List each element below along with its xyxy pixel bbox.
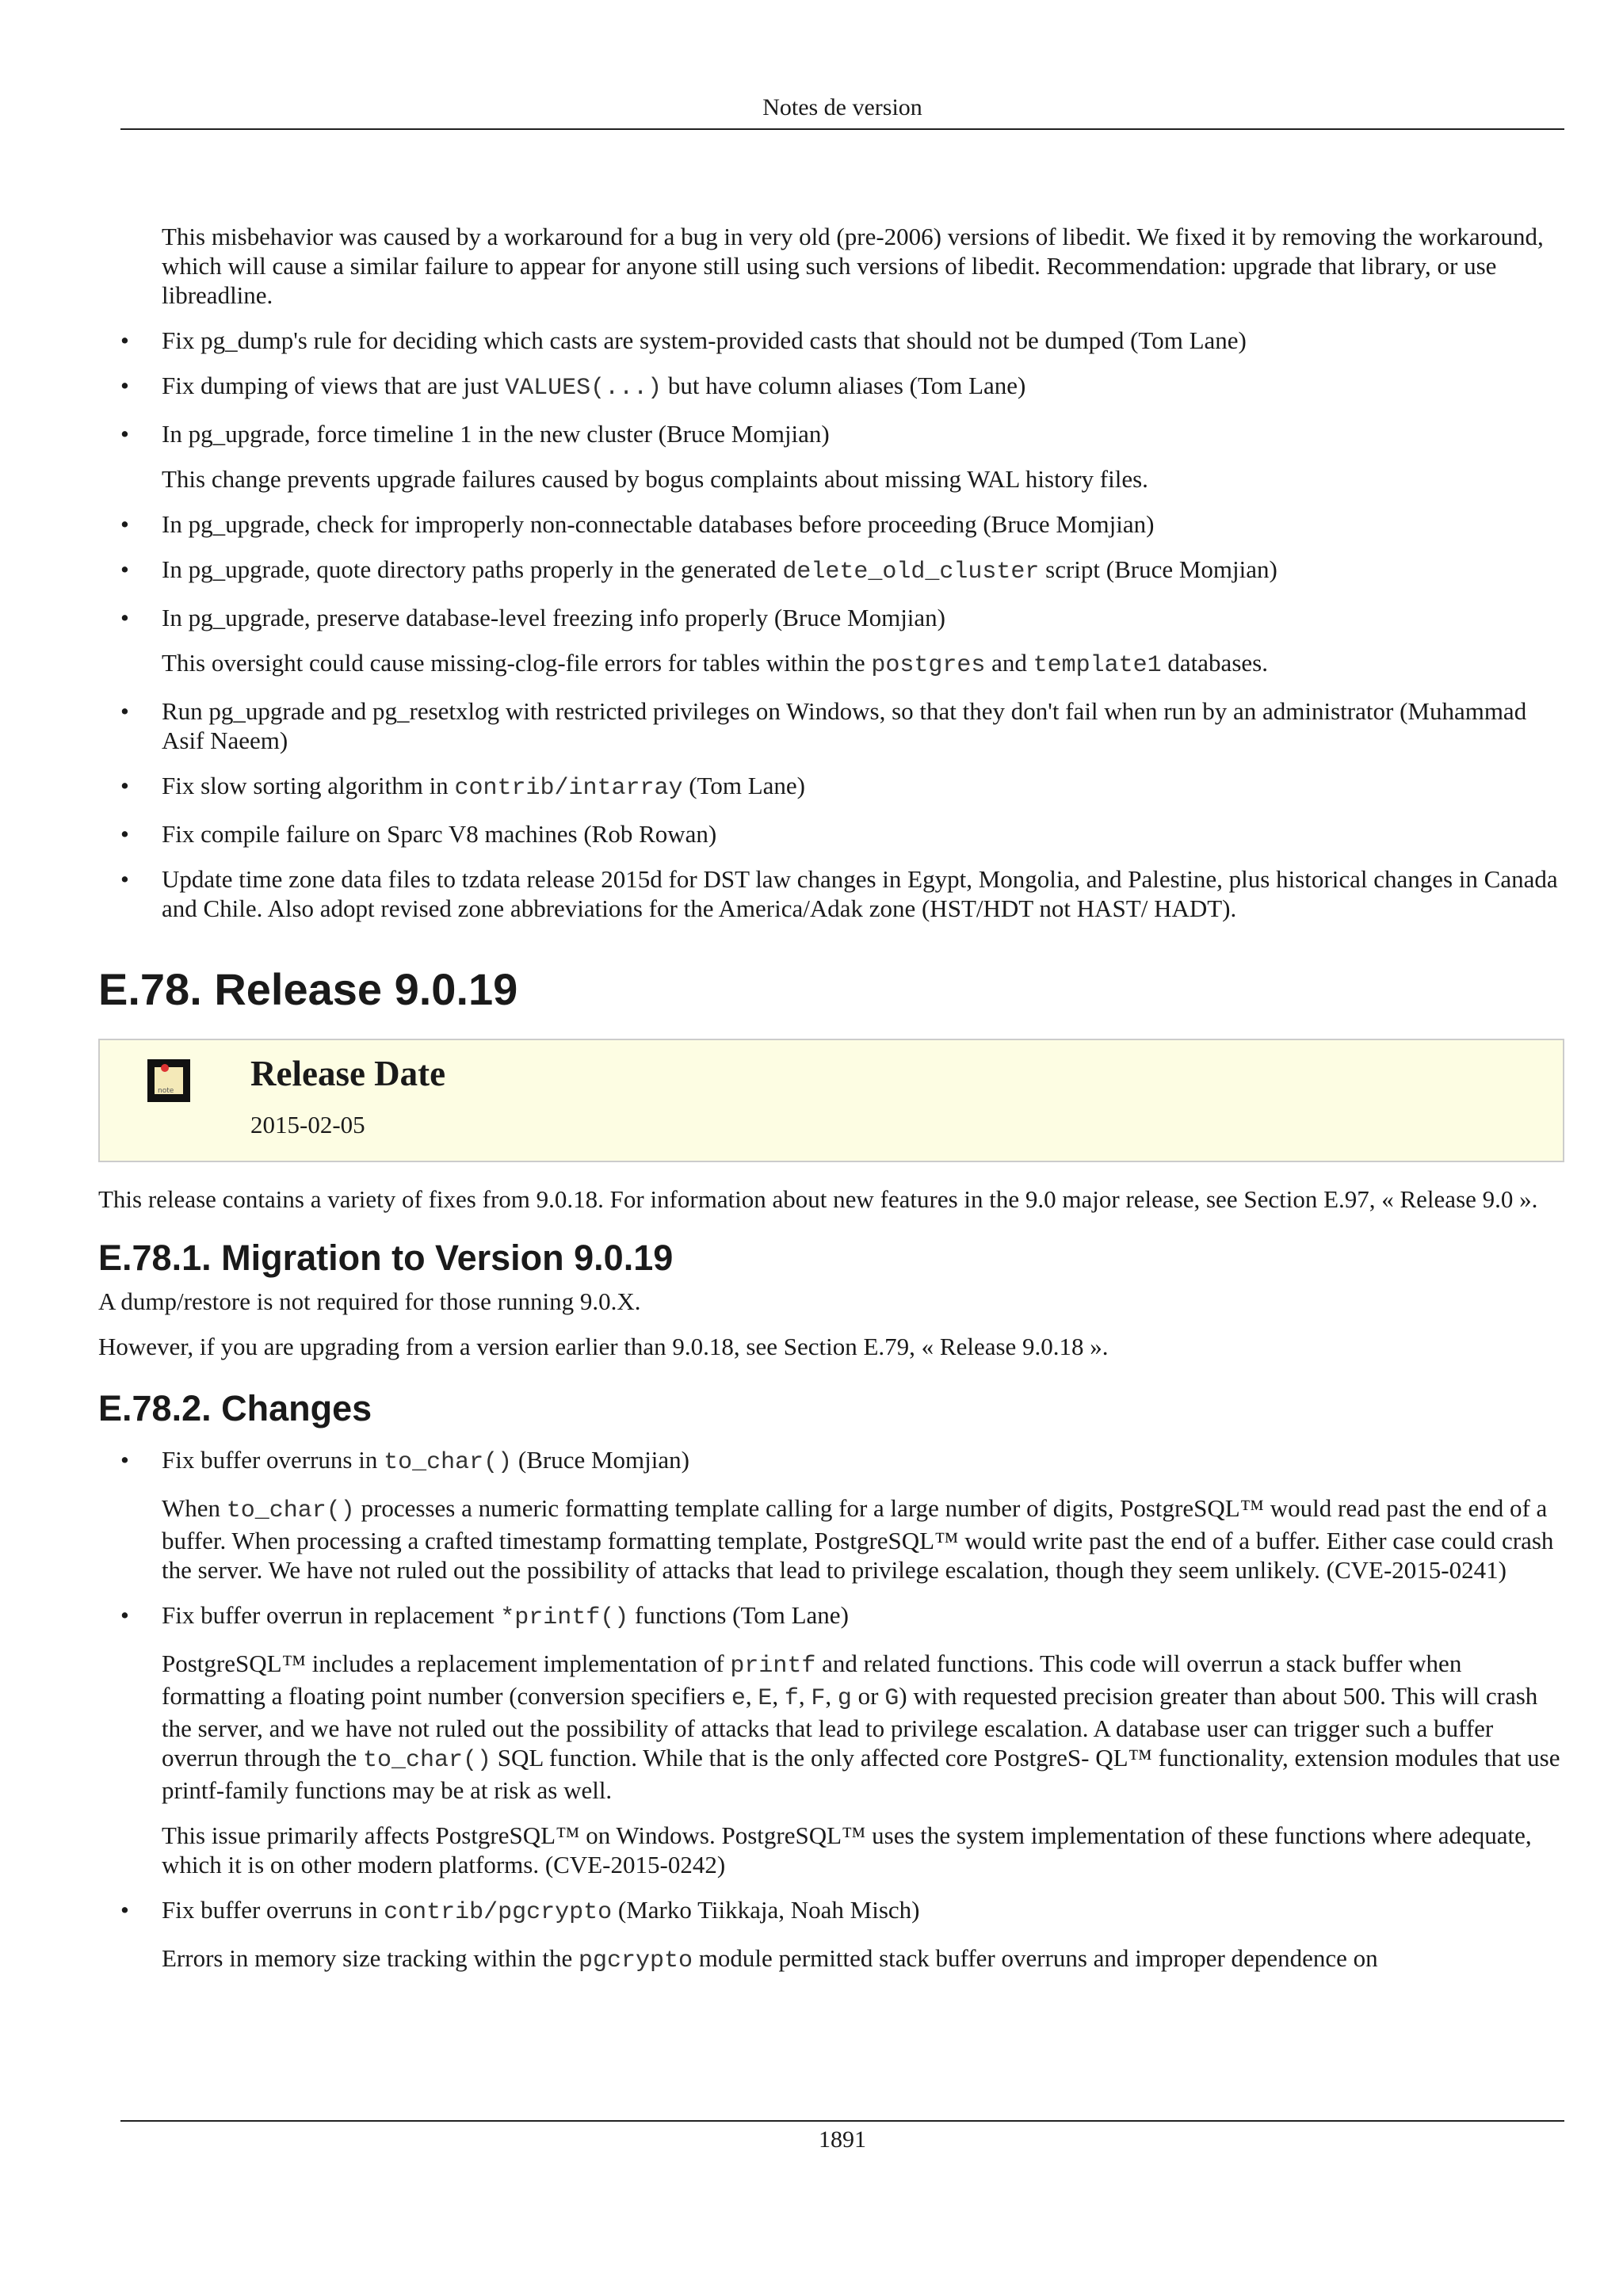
item-detail: PostgreSQL™ includes a replacement implementation of printf and related functions. This code will overrun a stack buffer when formatting a floating point number (conversion specifiers e, E, f, F, g or G) with requested precision greater than about 500. This will crash the server, and we have not ruled out the possibility of attacks that lead to privilege escalation. A database user can trigger such a buffer overrun through the to_char() SQL function. While that is the only affected core PostgreS- QL™ functionality, extension modules that use printf-family functions may be at risk as well. xyxy=(162,1650,1560,1804)
migration-heading: E.78.1. Migration to Version 9.0.19 xyxy=(98,1238,674,1278)
item-detail: This change prevents upgrade failures caused by bogus complaints about missing WAL history files. xyxy=(162,465,1148,493)
code-intarray: contrib/intarray xyxy=(454,775,683,802)
release-date-note xyxy=(98,1039,1564,1162)
list-item: • Fix buffer overruns in to_char() (Bruce Momjian) When to_char() processes a numeric formatting template calling for a large number of digits, PostgreSQL™ would read past the end of a buffer. When processing a crafted timestamp formatting template, PostgreSQL™ would write past the end of a buffer. Either case could crash the server. We have not ruled out the possibility of attacks that lead to privilege escalation, though they seem unlikely. (CVE-2015-0241) xyxy=(120,1445,1564,1585)
header-title: Notes de version xyxy=(762,94,922,120)
list-item: • In pg_upgrade, force timeline 1 in the new cluster (Bruce Momjian) This change prevents upgrade failures caused by bogus complaints about missing WAL history files. xyxy=(120,419,1564,494)
page-content xyxy=(98,222,1564,1976)
list-item: • Fix compile failure on Sparc V8 machines (Rob Rowan) xyxy=(120,819,1564,849)
list-item: • In pg_upgrade, quote directory paths properly in the generated delete_old_cluster script (Bruce Momjian) xyxy=(120,555,1564,587)
running-footer xyxy=(120,2120,1564,2153)
note-title: Release Date xyxy=(250,1054,446,1093)
intro-paragraph: This misbehavior was caused by a workaround for a bug in very old (pre-2006) versions of libedit. We fixed it by removing the workaround, which will cause a similar failure to appear for anyone still using such versions of libedit. Recommendation: upgrade that library, or use libreadline. xyxy=(162,223,1544,309)
item-detail: This issue primarily affects PostgreSQL™ on Windows. PostgreSQL™ uses the system implementation of these functions where adequate, which it is on other modern platforms. (CVE-2015-0242) xyxy=(162,1821,1532,1878)
list-item: • Fix buffer overrun in replacement *printf() functions (Tom Lane) PostgreSQL™ includes a replacement implementation of printf and related functions. This code will overrun a stack buffer when formatting a floating point number (conversion specifiers e, E, f, F, g or G) with requested precision greater than about 500. This will crash the server, and we have not ruled out the possibility of attacks that lead to privilege escalation. A database user can trigger such a buffer overrun through the to_char() SQL function. While that is the only affected core PostgreS- QL™ functionality, extension modules that use printf-family functions may be at risk as well. This issue primarily affects PostgreSQL™ on Windows. PostgreSQL™ uses the system implementation of these functions where adequate, which it is on other modern platforms. (CVE-2015-0242) xyxy=(120,1600,1564,1879)
list-item: • Run pg_upgrade and pg_resetxlog with restricted privileges on Windows, so that they don't fail when run by an administrator (Muhammad Asif Naeem) xyxy=(120,696,1564,755)
list-item: • Fix slow sorting algorithm in contrib/intarray (Tom Lane) xyxy=(120,771,1564,803)
page-number: 1891 xyxy=(819,2126,866,2153)
changes-list xyxy=(120,1445,1564,1976)
item-detail: This oversight could cause missing-clog-file errors for tables within the postgres and template1 databases. xyxy=(162,649,1268,679)
code-values: VALUES(...) xyxy=(505,375,663,402)
list-item: • Fix buffer overruns in contrib/pgcrypto (Marko Tiikkaja, Noah Misch) Errors in memory size tracking within the pgcrypto module permitted stack buffer overruns and improper dependence on xyxy=(120,1895,1564,1976)
list-item: • In pg_upgrade, preserve database-level freezing info properly (Bruce Momjian) This oversight could cause missing-clog-file errors for tables within the postgres and template1 databases. xyxy=(120,603,1564,681)
migration-p1: A dump/restore is not required for those running 9.0.X. xyxy=(98,1287,641,1315)
changes-heading: E.78.2. Changes xyxy=(98,1388,372,1428)
release-heading: E.78. Release 9.0.19 xyxy=(98,964,518,1014)
code-delete-old-cluster: delete_old_cluster xyxy=(782,559,1040,585)
list-item: • Fix dumping of views that are just VALUES(...) but have column aliases (Tom Lane) xyxy=(120,371,1564,403)
item-detail: When to_char() processes a numeric formatting template calling for a large number of digits, PostgreSQL™ would read past the end of a buffer. When processing a crafted timestamp formatting template, PostgreSQL™ would write past the end of a buffer. Either case could crash the server. We have not ruled out the possibility of attacks that lead to privilege escalation, though they seem unlikely. (CVE-2015-0241) xyxy=(162,1494,1554,1584)
list-item: • Update time zone data files to tzdata release 2015d for DST law changes in Egypt, Mongolia, and Palestine, plus historical changes in Canada and Chile. Also adopt revised zone abbreviations for the America/Adak zone (HST/HDT not HAST/ HADT). xyxy=(120,864,1564,923)
item-detail: Errors in memory size tracking within the pgcrypto module permitted stack buffer overruns and improper dependence on xyxy=(162,1944,1378,1974)
note-icon: note xyxy=(147,1059,190,1102)
list-item: • In pg_upgrade, check for improperly non-connectable databases before proceeding (Bruce Momjian) xyxy=(120,509,1564,539)
list-item: • Fix pg_dump's rule for deciding which casts are system-provided casts that should not be dumped (Tom Lane) xyxy=(120,326,1564,355)
running-header xyxy=(120,92,1564,130)
migration-p2: However, if you are upgrading from a version earlier than 9.0.18, see Section E.79, « Release 9.0.18 ». xyxy=(98,1333,1109,1360)
release-date: 2015-02-05 xyxy=(250,1111,365,1138)
prev-release-items xyxy=(120,326,1564,923)
release-summary: This release contains a variety of fixes from 9.0.18. For information about new features in the 9.0 major release, see Section E.97, « Release 9.0 ». xyxy=(98,1185,1538,1213)
